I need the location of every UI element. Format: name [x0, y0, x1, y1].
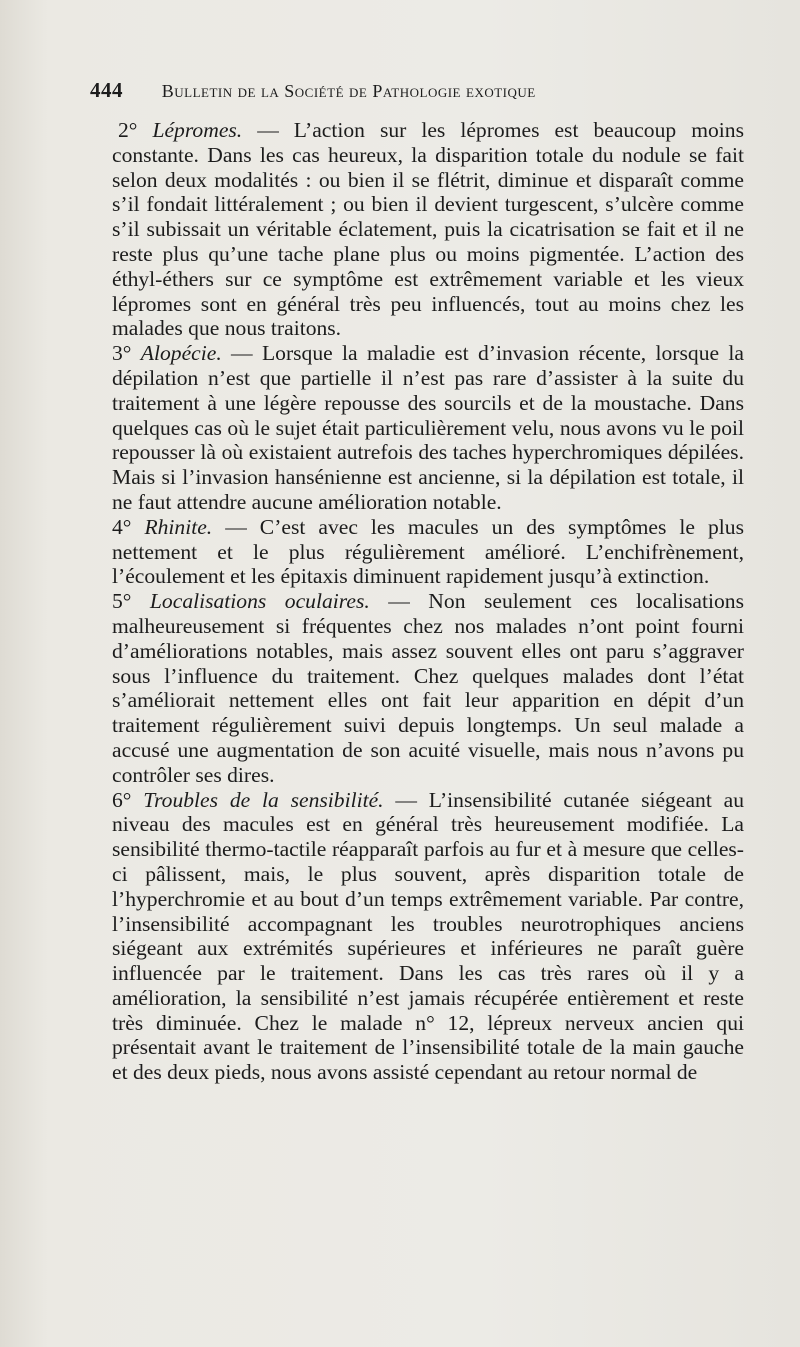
- section-heading: Troubles de la sensibilité.: [143, 787, 384, 812]
- section-number: 5°: [112, 589, 132, 614]
- page-number: 444: [90, 78, 123, 102]
- section-heading: Rhinite.: [144, 514, 213, 539]
- section-heading: Localisations oculaires.: [149, 589, 370, 614]
- section-troubles-sensibilite: [112, 788, 744, 1086]
- section-number: 3°: [112, 341, 132, 366]
- body-text: [112, 118, 744, 1085]
- section-lepromes: [112, 118, 744, 341]
- section-text: — L’action sur les lépromes est beaucoup moins constante. Dans les cas heureux, la disparition totale du nodule se fait selon deux modalités : ou bien il se flétrit, diminue et disparaît comme s’il fondait littéralement ; ou bien il devient turgescent, s’ulcère comme s’il subissait un véritable éclatement, puis la cicatrisation se fait et il ne reste plus qu’une tache plane plus ou moins pigmentée. L’action des éthyl-éthers sur ce symptôme est extrêmement variable et les vieux lépromes sont en général très peu influencés, tout au moins chez les malades que nous traitons.: [112, 118, 744, 341]
- section-localisations-oculaires: [112, 589, 744, 787]
- section-heading: Alopécie.: [140, 341, 222, 366]
- section-number: 2°: [118, 118, 138, 142]
- section-text: — L’insensibilité cutanée siégeant au niveau des macules est en général très heureusement modifiée. La sensibilité thermo-tactile réapparaît parfois au fur et à mesure que celles-ci pâlissent, mais, le plus souvent, après disparition totale de l’hyperchromie et au bout d’un temps extrêmement variable. Par contre, l’insensibilité accompagnant les troubles neurotrophiques anciens siégeant aux extrémités supérieures et inférieures ne paraît guère influencée par le traitement. Dans les cas très rares où il y a amélioration, la sensibilité n’est jamais récupérée entièrement et reste très diminuée. Chez le malade n° 12, lépreux nerveux ancien qui présentait avant le traitement de l’insensibilité totale de la main gauche et des deux pieds, nous avons assisté cependant au retour normal de: [112, 787, 744, 1085]
- page-header: [90, 78, 690, 103]
- running-title: Bulletin de la Société de Pathologie exotique: [161, 81, 536, 101]
- section-number: 4°: [112, 514, 132, 539]
- section-heading: Lépromes.: [152, 118, 243, 142]
- section-alopecie: [112, 341, 744, 515]
- section-rhinite: [112, 515, 744, 589]
- section-text: — Non seulement ces localisations malheureusement si fréquentes chez nos malades n’ont point fourni d’améliorations notables, mais assez souvent elles ont paru s’aggraver sous l’influence du traitement. Chez quelques malades dont l’état s’améliorait nettement elles ont fait leur apparition en dépit d’un traitement régulièrement suivi depuis longtemps. Un seul malade a accusé une augmentation de son acuité visuelle, mais nous n’avons pu contrôler ses dires.: [112, 589, 744, 787]
- section-text: — C’est avec les macules un des symptômes le plus nettement et le plus régulièrement amélioré. L’enchifrènement, l’écoulement et les épitaxis diminuent rapidement jusqu’à extinction.: [112, 514, 744, 589]
- section-text: — Lorsque la maladie est d’invasion récente, lorsque la dépilation n’est que partielle il n’est pas rare d’assister à la suite du traitement à une légère repousse des sourcils et de la moustache. Dans quelques cas où le sujet était particulièrement velu, nous avons vu le poil repousser là où existaient autrefois des taches hyperchromiques dépilées. Mais si l’invasion hansénienne est ancienne, si la dépilation est totale, il ne faut attendre aucune amélioration notable.: [112, 341, 744, 514]
- section-number: 6°: [112, 787, 132, 812]
